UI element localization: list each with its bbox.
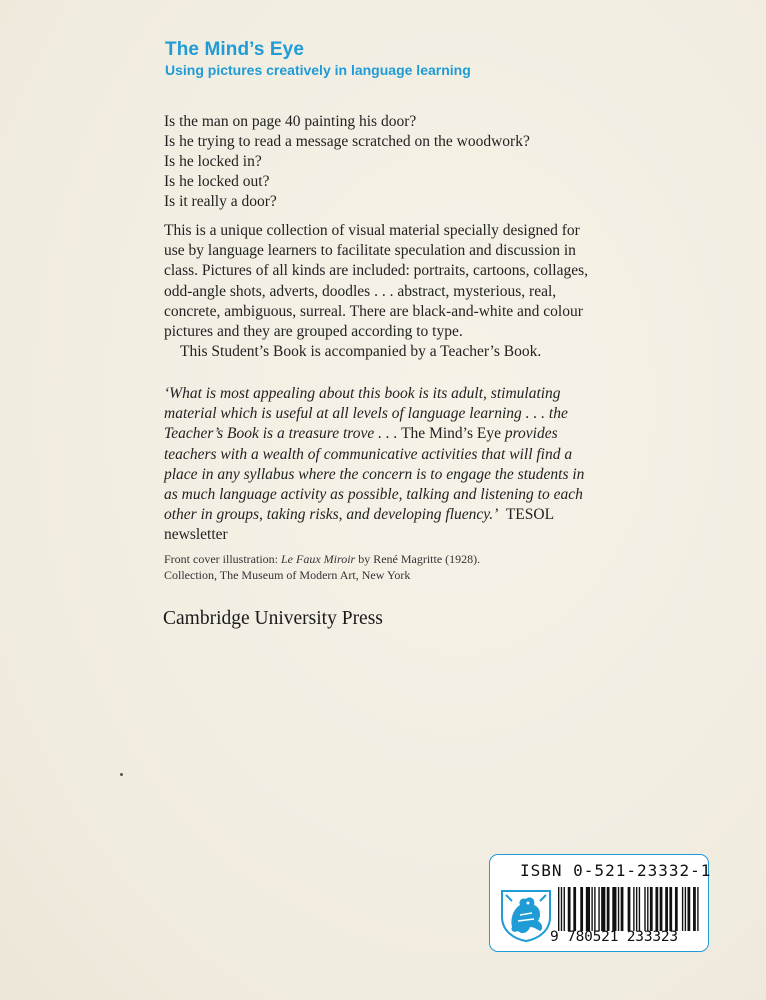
companion-note: This Student’s Book is accompanied by a Teacher’s Book. xyxy=(180,343,542,361)
credit-suffix: by René Magritte (1928). xyxy=(358,552,481,566)
question-line: Is he locked in? xyxy=(164,153,262,170)
barcode-bar xyxy=(558,887,559,931)
barcode-bar xyxy=(601,887,605,931)
barcode-bar xyxy=(568,887,571,931)
barcode-bar xyxy=(669,887,672,931)
book-description xyxy=(164,221,600,362)
credit-line-2: Collection, The Museum of Modern Art, New York xyxy=(164,568,411,582)
cover-credit xyxy=(164,551,564,583)
review-text-part1: ‘What is most appealing about this book is its adult, stimulating material which is useful at all levels of language learning . . . the Teacher’s Book is a treasure trove . . . xyxy=(164,385,568,443)
barcode-bars xyxy=(558,887,700,931)
barcode-bar xyxy=(591,887,592,931)
barcode-bar xyxy=(636,887,637,931)
description-paragraph: This is a unique collection of visual material specially designed for use by language learners to facilitate speculation and discussion in class. Pictures of all kinds are included: portraits, cartoons, collages, odd-angle shots, adverts, doodles . . . abstract, mysterious, real, concrete, ambiguous, surreal. There are black-and-white and colour pictures and they are grouped according to type. xyxy=(164,222,588,341)
barcode-bar xyxy=(647,887,648,931)
barcode-bar xyxy=(573,887,576,931)
barcode-bar xyxy=(655,887,658,931)
credit-prefix: Front cover illustration: xyxy=(164,552,278,566)
teaser-questions xyxy=(164,112,634,212)
book-title: The Mind’s Eye xyxy=(165,39,305,60)
barcode-bar xyxy=(665,887,668,931)
isbn-number: ISBN 0-521-23332-1 xyxy=(520,861,712,880)
question-line: Is it really a door? xyxy=(164,193,277,210)
barcode-bar xyxy=(687,887,690,931)
barcode-bar xyxy=(586,887,590,931)
barcode-label xyxy=(489,854,712,952)
review-book-name: The Mind’s Eye xyxy=(401,425,501,443)
publisher-name: Cambridge University Press xyxy=(163,608,383,629)
book-subtitle: Using pictures creatively in language learning xyxy=(165,62,471,78)
barcode-bar xyxy=(621,887,624,931)
barcode-bar xyxy=(607,887,610,931)
question-line: Is he trying to read a message scratched on the woodwork? xyxy=(164,133,530,150)
barcode-bar xyxy=(639,887,640,931)
barcode-bar xyxy=(564,887,565,931)
barcode-bar xyxy=(697,887,698,931)
barcode-bar xyxy=(618,887,619,931)
barcode-bar xyxy=(693,887,696,931)
paper-speck xyxy=(120,773,123,776)
cambridge-lion-shield-icon xyxy=(498,887,554,943)
review-source: TESOL newsletter xyxy=(164,506,554,544)
barcode-bar xyxy=(685,887,686,931)
barcode-bar xyxy=(660,887,663,931)
review-text-part2: provides teachers with a wealth of communicative activities that will find a place in any syllabus where the concern is to engage the students in as much language activity as possible, talking and listening to each other in groups, taking risks, and developing fluency.’ xyxy=(164,425,585,524)
barcode-bar xyxy=(675,887,678,931)
credit-work: Le Faux Miroir xyxy=(280,552,356,566)
ean-number: 9 780521 233323 xyxy=(550,929,678,945)
question-line: Is he locked out? xyxy=(164,173,270,190)
barcode-bar xyxy=(644,887,645,931)
barcode-bar xyxy=(650,887,653,931)
barcode-bar xyxy=(633,887,634,931)
review-quote xyxy=(164,384,596,546)
barcode-bar xyxy=(612,887,616,931)
barcode-bar xyxy=(598,887,599,931)
barcode-bar xyxy=(628,887,631,931)
barcode-bar xyxy=(580,887,583,931)
barcode-bar xyxy=(561,887,562,931)
credit-line-1 xyxy=(164,551,564,567)
barcode-bar xyxy=(682,887,683,931)
barcode-bar xyxy=(594,887,595,931)
question-line: Is the man on page 40 painting his door? xyxy=(164,113,417,130)
